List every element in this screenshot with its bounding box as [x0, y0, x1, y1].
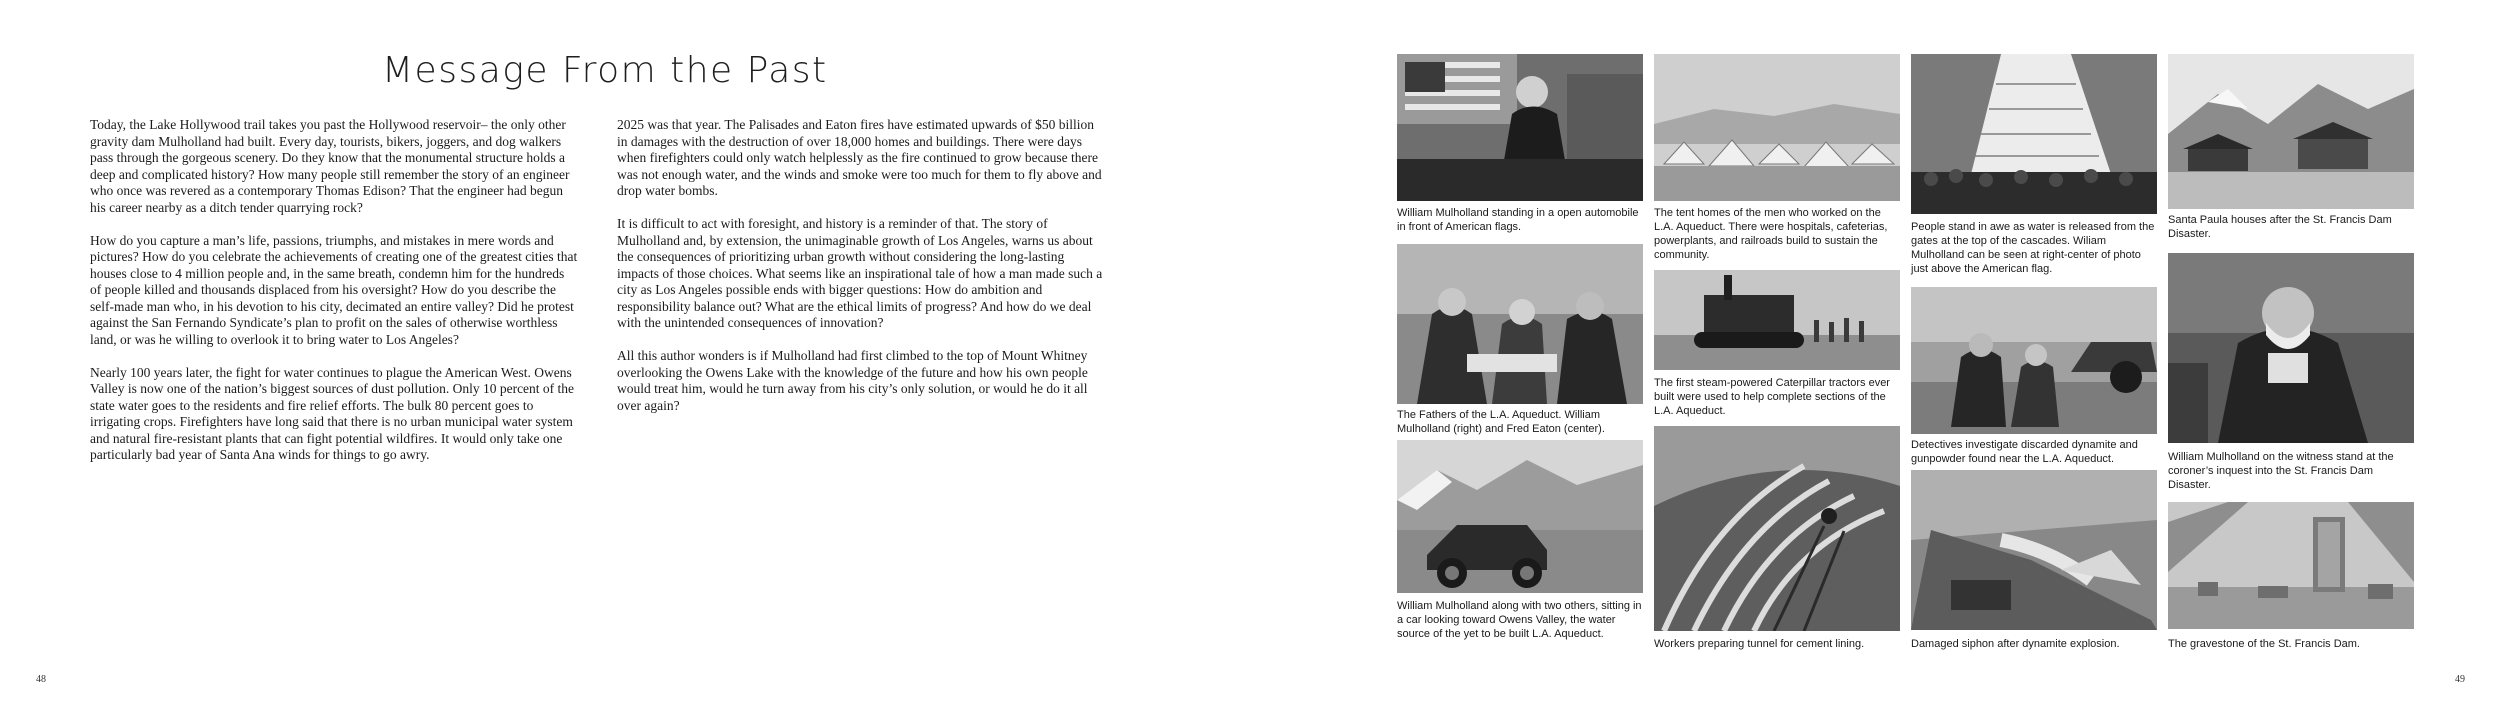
caption: The gravestone of the St. Francis Dam. [2168, 638, 2360, 650]
text-column-2 [617, 117, 1105, 431]
paragraph: How do you capture a man’s life, passions, triumphs, and mistakes in mere words and pictures? How do you celebrate the achievements of creating one of the greatest cities that houses close to 4 million people and, in the same breath, condemn him for the hundreds of people killed and thousands displaced from his oversight? How do you describe the self-made man who, in his devotion to his city, decimated an entire valley? Did he protest against the San Fernando Syndicate’s plan to profit on the sales of otherwise worthless land, or was he willing to overlook it to bring water to Los Angeles? [90, 232, 578, 347]
photo-cascades [1911, 54, 2157, 214]
caption: Damaged siphon after dynamite explosion. [1911, 638, 2120, 650]
photo-damaged-siphon [1911, 470, 2157, 630]
caption: Santa Paula houses after the St. Francis Dam Disaster. [2168, 214, 2392, 240]
caption: People stand in awe as water is released from the gates at the top of the cascades. Wiliam Mulholland can be seen at right-center of photo just above the American flag. [1911, 221, 2155, 275]
caption: The first steam-powered Caterpillar tractors ever built were used to help complete sections of the L.A. Aqueduct. [1654, 377, 1890, 417]
photo-witness-stand [2168, 253, 2414, 443]
photo-mulholland-automobile [1397, 54, 1643, 201]
text-column-1 [90, 117, 578, 480]
photo-tunnel-workers [1654, 426, 1900, 631]
caption: William Mulholland standing in a open automobile in front of American flags. [1397, 207, 1639, 233]
photo-tent-homes [1654, 54, 1900, 201]
page-number-left: 48 [36, 674, 46, 685]
photo-gravestone [2168, 502, 2414, 629]
page-title: Message From the Past [382, 50, 828, 91]
paragraph: It is difficult to act with foresight, and history is a reminder of that. The story of Mulholland and, by extension, the unimaginable growth of Los Angeles, warns us about the consequences of prioritizing urban growth without considering the long-lasting impacts of those choices. What seems like an inspirational tale of how a man made such a city as Los Angeles possible ends with bigger questions: How do ambition and responsibility balance out? What are the ethical limits of progress? And how do we deal with the unintended consequences of innovation? [617, 216, 1103, 330]
photo-steam-tractors [1654, 270, 1900, 370]
photo-owens-valley-car [1397, 440, 1643, 593]
paragraph: 2025 was that year. The Palisades and Eaton fires have estimated upwards of $50 billion in damages with the destruction of over 18,000 homes and buildings. There were days when firefighters could only watch helplessly as the fire continued to grow because there was not enough water, and the winds and smoke were too much for them to fly above and drop water bombs. [617, 117, 1102, 198]
paragraph: Today, the Lake Hollywood trail takes you past the Hollywood reservoir– the only other gravity dam Mulholland had built. Every day, tourists, bikers, joggers, and dog walkers pass through the gorgeous scenery. Do they know that the monumental structure holds a deep and complicated history? How many people still remember the story of an engineer who once was revered as a contemporary Thomas Edison? That the engineer had begun his career nearby as a ditch tender quarrying rock? [90, 117, 570, 215]
paragraph: All this author wonders is if Mulholland had first climbed to the top of Mount Whitney overlooking the Owens Lake with the knowledge of the future and how his own people would treat him, would he turn away from his city’s only solution, or would he do it all over again? [617, 348, 1088, 413]
caption: William Mulholland on the witness stand at the coroner’s inquest into the St. Francis Dam Disaster. [2168, 451, 2394, 491]
photo-detectives-dynamite [1911, 287, 2157, 434]
paragraph: Nearly 100 years later, the fight for water continues to plague the American West. Owens Valley is now one of the nation’s biggest sources of dust pollution. Only 10 percent of the state water goes to the residents and fire relief efforts. The bulk 80 percent goes to irrigating crops. Firefighters have long said that there is no urban municipal water system and natural fire-resistant plants that can fight potential wildfires. It would only take one particularly bad year of Santa Ana winds for things to go awry. [90, 364, 575, 462]
caption: Workers preparing tunnel for cement lining. [1654, 638, 1865, 650]
caption: The Fathers of the L.A. Aqueduct. William Mulholland (right) and Fred Eaton (center). [1397, 409, 1605, 435]
photo-fathers-aqueduct [1397, 244, 1643, 404]
caption: William Mulholland along with two others, sitting in a car looking toward Owens Valley, the water source of the yet to be built L.A. Aqueduct. [1397, 600, 1642, 640]
caption: The tent homes of the men who worked on the L.A. Aqueduct. There were hospitals, cafeterias, powerplants, and railroads build to sustain the community. [1654, 207, 1888, 261]
photo-santa-paula [2168, 54, 2414, 209]
caption: Detectives investigate discarded dynamite and gunpowder found near the L.A. Aqueduct. [1911, 439, 2138, 465]
page-number-right: 49 [2455, 674, 2465, 685]
